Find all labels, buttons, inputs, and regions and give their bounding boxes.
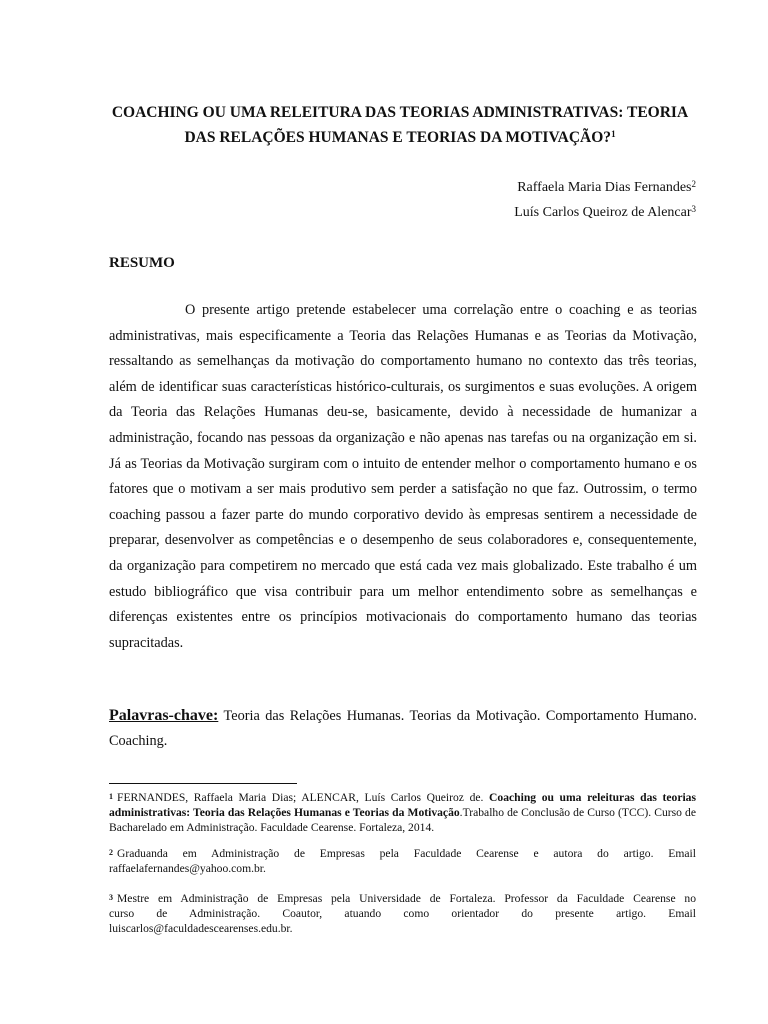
author-1-name: Raffaela Maria Dias Fernandes — [517, 180, 692, 195]
title-line-1: COACHING OU UMA RELEITURA DAS TEORIAS ADMINISTRATIVAS: TEORIA — [111, 104, 689, 121]
keywords — [109, 703, 697, 754]
footnote-2-mark: 2 — [109, 848, 113, 857]
author-2 — [514, 200, 696, 225]
footnote-2-line-1 — [109, 846, 696, 861]
author-2-name: Luís Carlos Queiroz de Alencar — [514, 205, 692, 220]
footnote-2-line-2: raffaelafernandes@yahoo.com.br. — [109, 862, 266, 876]
footnote-1-post: .Trabalho de Conclusão de Curso (TCC). Curso de Bacharelado em Administração. Faculdade Cearense. Fortaleza, 2014. — [109, 806, 697, 835]
footnote-2 — [109, 846, 696, 876]
footnote-1-pre: FERNANDES, Raffaela Maria Dias; ALENCAR, Luís Carlos Queiroz de. — [117, 791, 490, 804]
title-line-2-text: DAS RELAÇÕES HUMANAS E TEORIAS DA MOTIVAÇÃO? — [184, 129, 612, 146]
footnote-1-title: Coaching ou uma releituras das teorias administrativas: Teoria das Relações Humanas e Teorias da Motivação — [109, 791, 696, 820]
footnote-3-line-1-text: Mestre em Administração de Empresas pela Universidade de Fortaleza. Professor da Faculdade Cearense no — [117, 892, 696, 905]
author-1-mark: 2 — [691, 179, 696, 189]
paper-title — [100, 100, 700, 150]
keywords-label: Palavras-chave: — [109, 707, 219, 724]
title-footnote-mark: 1 — [611, 129, 616, 139]
author-list — [514, 175, 696, 225]
abstract-text: O presente artigo pretende estabelecer uma correlação entre o coaching e as teorias administrativas, mais especificamente a Teoria das Relações Humanas e as Teorias da Motivação, ressaltando as semelhanças da motivação do comportamento humano no contexto das três teorias, além de identificar suas características histórico-culturais, os surgimentos e suas evoluções. A origem da Teoria das Relações Humanas deu-se, basicamente, devido à necessidade de humanizar a administração, focando nas pessoas da organização e não apenas nas tarefas ou na organização em si. Já as Teorias da Motivação surgiram com o intuito de entender melhor o comportamento humano e os fatores que o motivam a ser mais produtivo sem perder a satisfação no que faz. Outrossim, o termo coaching passou a fazer parte do mundo corporativo devido às empresas sentirem a necessidade de preparar, desenvolver as competências e o desempenho de seus colaboradores e, consequentemente, da organização para competirem no mercado que está cada vez mais globalizado. Este trabalho é um estudo bibliográfico que visa contribuir para um melhor entendimento sobre as semelhanças e diferenças existentes entre os princípios motivacionais do comportamento humano das teorias supracitadas. — [109, 302, 697, 651]
author-1 — [514, 175, 696, 200]
title-line-2 — [100, 125, 700, 150]
footnote-3-line-2: curso de Administração. Coautor, atuando como orientador do presente artigo. Email — [109, 907, 696, 921]
footnote-3-mark: 3 — [109, 893, 113, 902]
footnote-3 — [109, 891, 696, 937]
author-2-mark: 3 — [691, 204, 696, 214]
footnote-2-line-1-text: Graduanda em Administração de Empresas pela Faculdade Cearense e autora do artigo. Email — [117, 847, 696, 860]
footnote-3-line-3: luiscarlos@faculdadescearenses.edu.br. — [109, 922, 293, 936]
footnote-1-mark: 1 — [109, 792, 113, 801]
footnote-3-line-1 — [109, 891, 696, 906]
footnote-1 — [109, 790, 696, 836]
abstract-heading: RESUMO — [109, 255, 175, 271]
footnote-divider — [109, 783, 297, 784]
keywords-text: Teoria das Relações Humanas. Teorias da Motivação. Comportamento Humano. Coaching. — [109, 708, 697, 749]
